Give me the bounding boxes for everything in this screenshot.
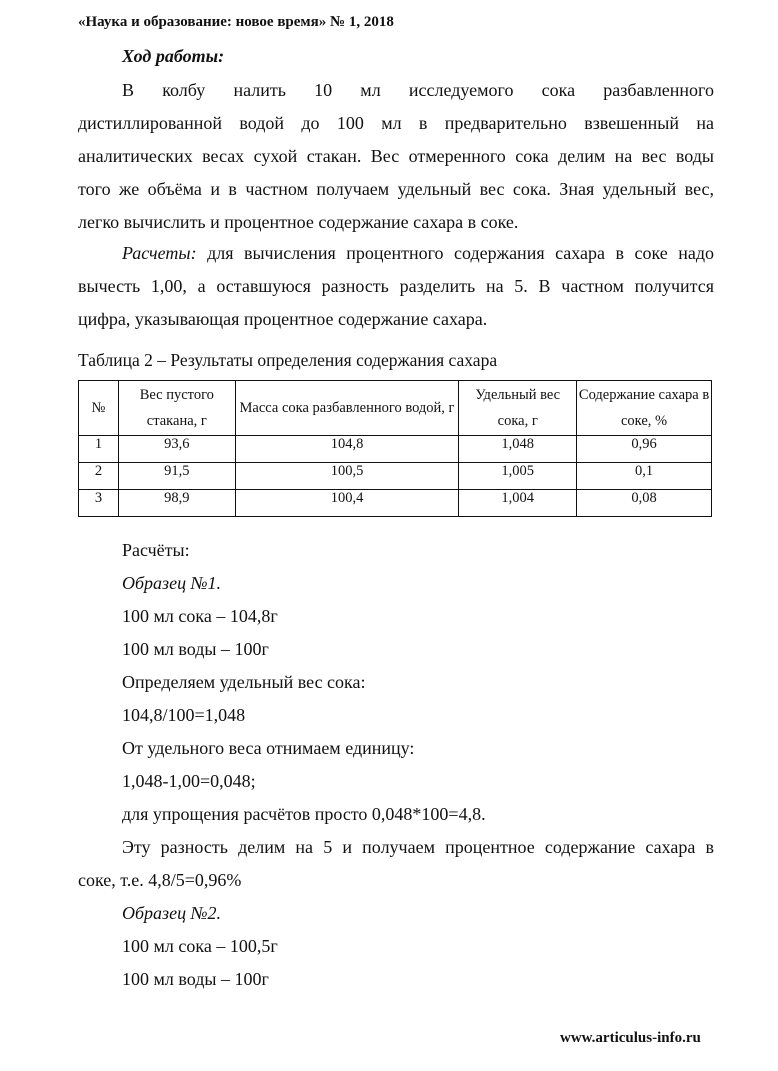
table-row xyxy=(79,436,712,463)
sample1-subtract-label: От удельного веса отнимаем единицу: xyxy=(122,738,415,758)
sample1-label: Образец №1. xyxy=(122,573,222,593)
table-header-row xyxy=(79,381,712,436)
result-line: соке, т.е. 4,8/5=0,96% xyxy=(78,870,242,890)
footer-site: www.articulus-info.ru xyxy=(560,1030,701,1046)
table-cell: 1,005 xyxy=(459,463,577,490)
calc-line xyxy=(78,237,714,270)
column-header-sugar-content: Содержание сахара в соке, % xyxy=(577,381,712,436)
table-cell: 100,4 xyxy=(235,490,459,517)
calculations-title: Расчёты: xyxy=(122,540,190,560)
method-heading: Ход работы: xyxy=(122,46,225,66)
method-paragraph xyxy=(78,74,714,239)
sample1-water: 100 мл воды – 100г xyxy=(122,639,269,659)
sample2-label: Образец №2. xyxy=(122,903,222,923)
table-cell: 98,9 xyxy=(118,490,235,517)
results-table xyxy=(78,380,712,517)
result-line: Эту разность делим на 5 и получаем процентное содержание сахара в xyxy=(122,837,714,857)
table-cell: 0,1 xyxy=(577,463,712,490)
method-line: аналитических весах сухой стакан. Вес отмеренного сока делим на вес воды xyxy=(78,146,714,166)
sample1-subtract: 1,048-1,00=0,048; xyxy=(122,771,256,791)
method-line: дистиллированной водой до 100 мл в предварительно взвешенный на xyxy=(78,113,714,133)
sample1-ratio: 104,8/100=1,048 xyxy=(122,705,246,725)
table-cell: 3 xyxy=(79,490,119,517)
column-header-specific-weight: Удельный вес сока, г xyxy=(459,381,577,436)
calc-paragraph xyxy=(78,237,714,336)
sample2-juice: 100 мл сока – 100,5г xyxy=(122,936,278,956)
method-line: В колбу налить 10 мл исследуемого сока разбавленного xyxy=(122,80,714,100)
table-cell: 104,8 xyxy=(235,436,459,463)
calc-line: вычесть 1,00, а оставшуюся разность разделить на 5. В частном получится xyxy=(78,276,714,296)
table-row xyxy=(79,490,712,517)
calc-line-text: для вычисления процентного содержания сахара в соке надо xyxy=(196,243,714,263)
method-line: легко вычислить и процентное содержание сахара в соке. xyxy=(78,212,519,232)
table-cell: 1,004 xyxy=(459,490,577,517)
sample1-result xyxy=(78,831,714,897)
table-cell: 1 xyxy=(79,436,119,463)
sample1-simplify: для упрощения расчётов просто 0,048*100=4,8. xyxy=(122,804,486,824)
sample1-step-label: Определяем удельный вес сока: xyxy=(122,672,366,692)
table-cell: 91,5 xyxy=(118,463,235,490)
table-caption: Таблица 2 – Результаты определения содержания сахара xyxy=(78,350,498,370)
sample2-water: 100 мл воды – 100г xyxy=(122,969,269,989)
table-row xyxy=(79,463,712,490)
table-cell: 93,6 xyxy=(118,436,235,463)
calc-label: Расчеты: xyxy=(122,243,197,263)
table-cell: 0,96 xyxy=(577,436,712,463)
column-header-juice-mass: Масса сока разбавленного водой, г xyxy=(235,381,459,436)
table-cell: 0,08 xyxy=(577,490,712,517)
column-header-number: № xyxy=(79,381,119,436)
table-cell: 2 xyxy=(79,463,119,490)
table-cell: 100,5 xyxy=(235,463,459,490)
table-cell: 1,048 xyxy=(459,436,577,463)
method-line: того же объёма и в частном получаем удельный вес сока. Зная удельный вес, xyxy=(78,179,714,199)
column-header-empty-glass: Вес пустого стакана, г xyxy=(118,381,235,436)
calc-line: цифра, указывающая процентное содержание сахара. xyxy=(78,309,488,329)
sample1-juice: 100 мл сока – 104,8г xyxy=(122,606,278,626)
journal-header: «Наука и образование: новое время» № 1, 2018 xyxy=(78,14,394,30)
